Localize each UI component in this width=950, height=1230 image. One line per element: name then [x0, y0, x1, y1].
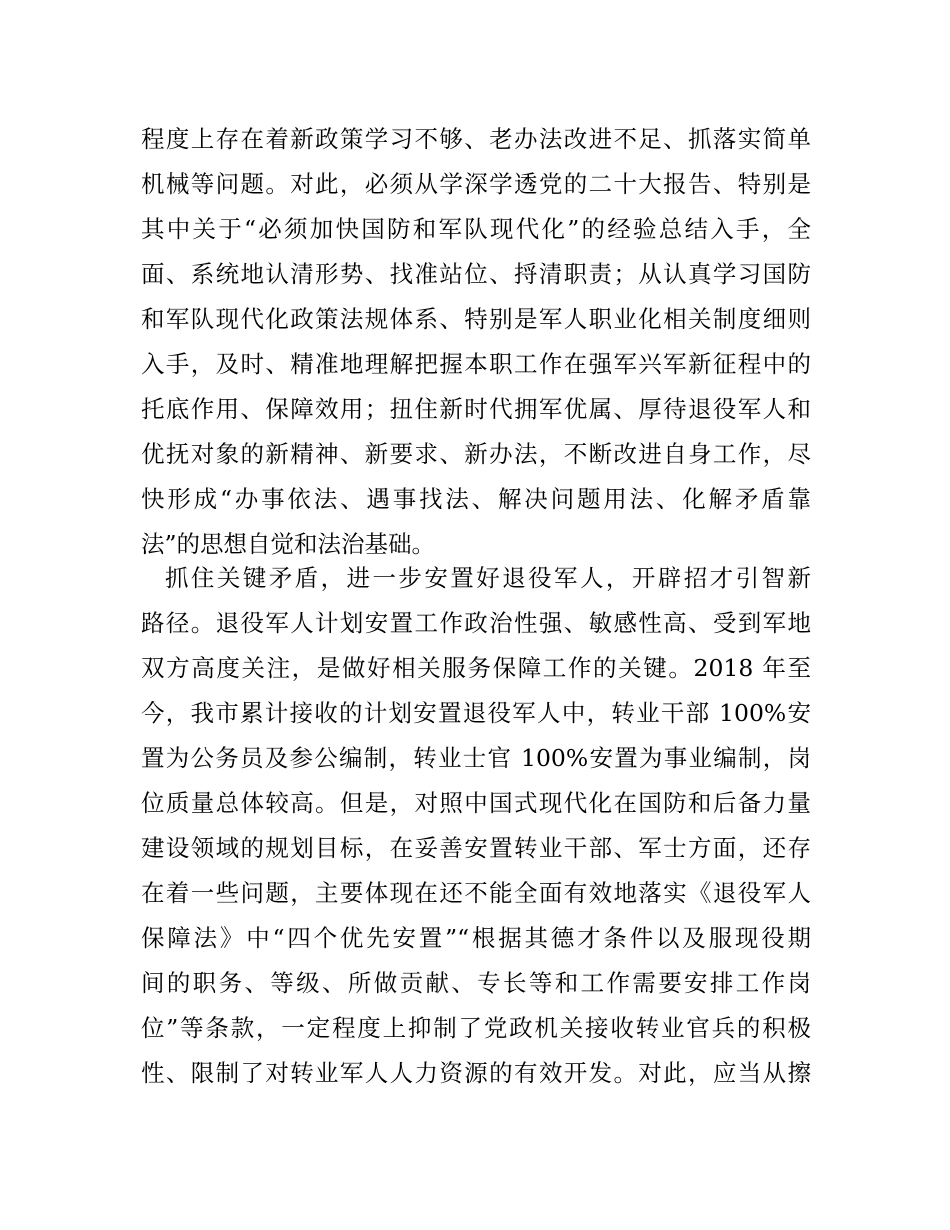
text-line: 面、系统地认清形势、找准站位、捋清职责；从认真学习国防	[141, 260, 811, 288]
body-paragraph-2	[141, 556, 811, 1096]
text-line: 性、限制了对转业军人人力资源的有效开发。对此，应当从擦	[141, 1059, 811, 1087]
text-line: 入手，及时、精准地理解把握本职工作在强军兴军新征程中的	[141, 350, 811, 378]
text-line: 程度上存在着新政策学习不够、老办法改进不足、抓落实简单	[141, 125, 811, 153]
text-line: 间的职务、等级、所做贡献、专长等和工作需要安排工作岗	[141, 969, 811, 997]
text-line: 托底作用、保障效用；扭住新时代拥军优属、厚待退役军人和	[141, 395, 811, 423]
text-line: 优抚对象的新精神、新要求、新办法，不断改进自身工作，尽	[141, 440, 811, 468]
text-line: 其中关于“必须加快国防和军队现代化”的经验总结入手，全	[141, 215, 811, 243]
text-line: 位质量总体较高。但是，对照中国式现代化在国防和后备力量	[141, 789, 811, 817]
text-line: 在着一些问题，主要体现在还不能全面有效地落实《退役军人	[141, 879, 811, 907]
text-line: 建设领域的规划目标，在妥善安置转业干部、军士方面，还存	[141, 834, 811, 862]
text-line: 机械等问题。对此，必须从学深学透党的二十大报告、特别是	[141, 170, 811, 198]
text-line: 抓住关键矛盾，进一步安置好退役军人，开辟招才引智新	[165, 564, 811, 592]
body-paragraph-1	[141, 117, 811, 567]
text-line: 快形成“办事依法、遇事找法、解决问题用法、化解矛盾靠	[141, 485, 811, 513]
text-line: 和军队现代化政策法规体系、特别是军人职业化相关制度细则	[141, 305, 811, 333]
text-line: 位”等条款，一定程度上抑制了党政机关接收转业官兵的积极	[141, 1014, 811, 1042]
text-line: 保障法》中“四个优先安置”“根据其德才条件以及服现役期	[141, 924, 811, 952]
text-line: 法”的思想自觉和法治基础。	[141, 530, 436, 558]
text-line: 置为公务员及参公编制，转业士官 100%安置为事业编制，岗	[141, 744, 811, 772]
text-line: 今，我市累计接收的计划安置退役军人中，转业干部 100%安	[141, 699, 811, 727]
text-line: 路径。退役军人计划安置工作政治性强、敏感性高、受到军地	[141, 609, 811, 637]
text-line: 双方高度关注，是做好相关服务保障工作的关键。2018 年至	[141, 654, 811, 682]
